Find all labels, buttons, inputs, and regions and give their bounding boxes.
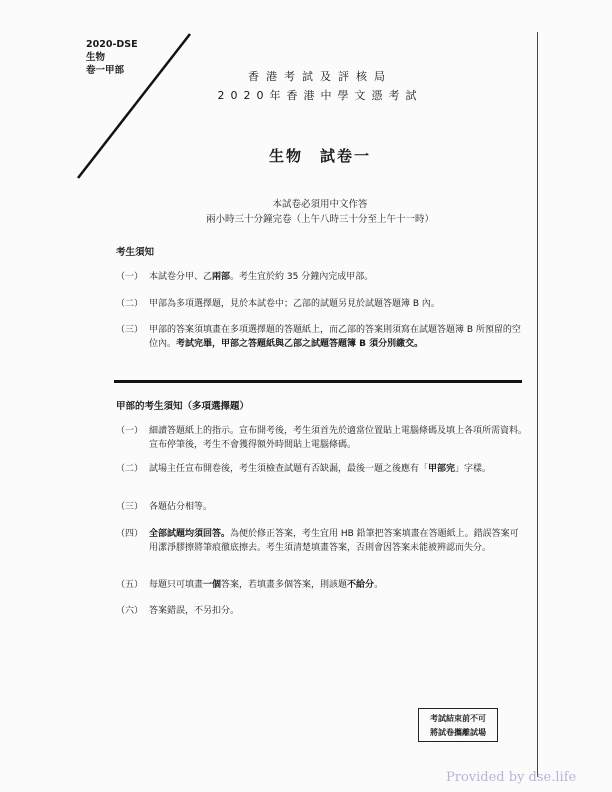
- item-number: （二）: [116, 299, 144, 309]
- item-text: 本試卷分甲、乙兩部。考生宜於約 35 分鐘內完成甲部。: [149, 272, 374, 282]
- item-text: 甲部的答案須填畫在多項選擇題的答題紙上，而乙部的答案則須寫在試題答題簿 B 所預留的空位內。考試完畢，甲部之答題紙與乙部之試題答題簿 B 須分別繳交。: [149, 325, 521, 349]
- item-number: （一）: [116, 272, 144, 282]
- item-text: 細讀答題紙上的指示。宣布開考後，考生須首先於適當位置貼上電腦條碼及填上各項所需資料。宣布停筆後，考生不會獲得額外時間貼上電腦條碼。: [149, 426, 528, 450]
- exam-notice-box: [418, 708, 498, 742]
- notice-line-2: 將試卷攜離試場: [430, 728, 486, 737]
- paper-title: 生物 試卷一: [268, 147, 371, 165]
- paper-code: 2020-DSE: [86, 39, 138, 50]
- exam-name: 2020年香港中學文憑考試: [217, 89, 423, 102]
- exam-duration: 兩小時三十分鐘完卷（上午八時三十分至上午十一時）: [205, 214, 434, 225]
- section-divider: [114, 380, 522, 383]
- provider-watermark: Provided by dse.life: [446, 770, 577, 785]
- paper-section: 卷一甲部: [86, 65, 125, 76]
- section-a-heading: 甲部的考生須知（多項選擇題）: [116, 401, 250, 412]
- exam-authority: 香港考試及評核局: [248, 70, 392, 83]
- notice-line-1: 考試結束前不可: [430, 714, 486, 723]
- page-edge-line: [537, 32, 538, 777]
- item-text: 甲部為多項選擇題，見於本試卷中；乙部的試題另見於試題答題簿 B 內。: [149, 299, 440, 309]
- subject-name: 生物: [86, 52, 106, 63]
- item-text: 答案錯誤，不另扣分。: [149, 606, 240, 616]
- item-number: （二）: [116, 464, 144, 474]
- item-text: 各題佔分相等。: [149, 502, 213, 512]
- item-number: （三）: [116, 502, 144, 512]
- item-number: （一）: [116, 426, 144, 436]
- item-number: （四）: [116, 529, 144, 539]
- item-number: （五）: [116, 580, 144, 590]
- general-instructions-heading: 考生須知: [116, 247, 155, 258]
- language-instruction: 本試卷必須用中文作答: [272, 199, 368, 210]
- item-text: 全部試題均須回答。為便於修正答案，考生宜用 HB 鉛筆把答案填畫在答題紙上。錯誤答案可用潔淨膠擦將筆痕徹底擦去。考生須清楚填畫答案，否則會因答案未能被辨認而失分。: [149, 529, 519, 553]
- item-text: 每題只可填畫一個答案，若填畫多個答案，則該題不給分。: [149, 580, 384, 590]
- item-text: 試場主任宣布開卷後，考生須檢查試題有否缺漏，最後一題之後應有「甲部完」字樣。: [149, 464, 492, 474]
- item-number: （三）: [116, 325, 144, 335]
- item-number: （六）: [116, 606, 144, 616]
